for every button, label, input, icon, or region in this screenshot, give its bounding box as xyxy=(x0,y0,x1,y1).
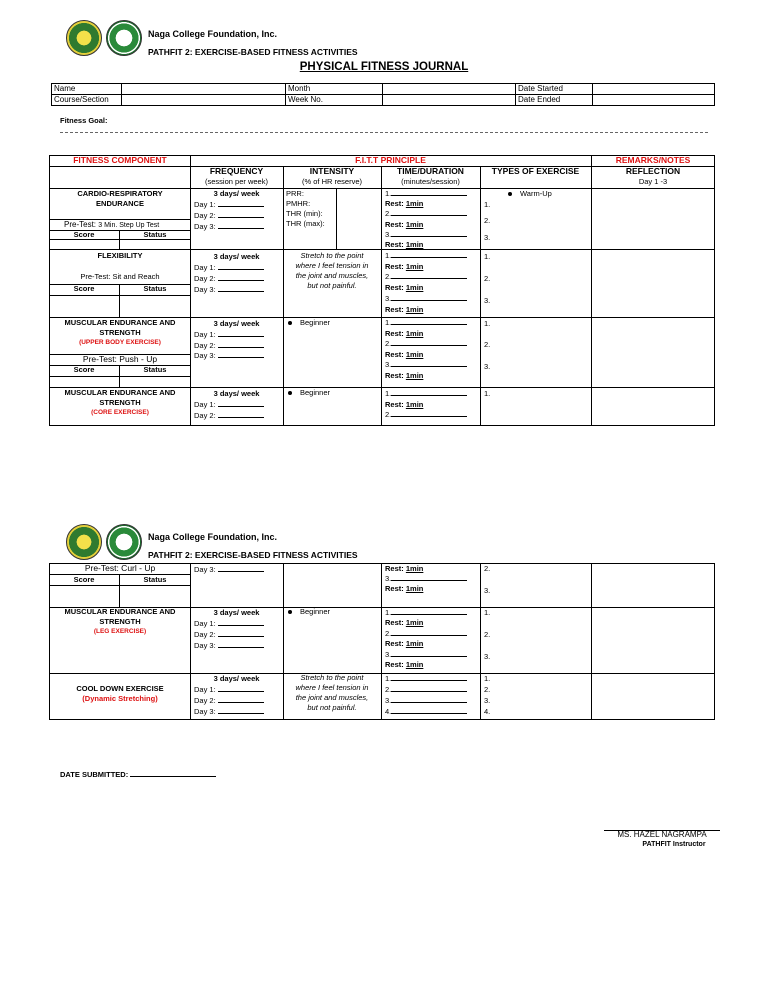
date-ended-field[interactable] xyxy=(593,95,715,106)
time-n3: 3. xyxy=(385,574,392,583)
institution-name: Naga College Foundation, Inc. xyxy=(148,29,278,39)
leg-name: MUSCULAR ENDURANCE AND xyxy=(64,607,176,616)
rest-value: 1min xyxy=(405,371,424,380)
cardio-pretest-label: Pre-Test: xyxy=(64,220,97,229)
time-field[interactable] xyxy=(391,574,467,581)
time-n1: 1. xyxy=(385,318,392,327)
day1-label: Day 1: xyxy=(194,685,216,694)
rest-label: Rest: xyxy=(385,564,404,573)
time-field[interactable] xyxy=(391,318,467,325)
status-label: Status xyxy=(143,575,167,584)
day2-field[interactable] xyxy=(218,211,264,218)
time-n2: 2. xyxy=(385,209,392,218)
time-field[interactable] xyxy=(391,251,467,258)
day1-field[interactable] xyxy=(218,619,264,626)
rest-value: 1min xyxy=(405,660,424,669)
stretch-note: Stretch to the point xyxy=(300,251,364,260)
day3-field[interactable] xyxy=(218,285,264,292)
rest-value: 1min xyxy=(405,584,424,593)
upper-sub: (UPPER BODY EXERCISE) xyxy=(79,339,161,346)
time-n3: 3. xyxy=(385,696,392,705)
stretch-note: the joint and muscles, xyxy=(295,693,369,702)
school-seal-logo xyxy=(66,524,102,560)
core-sub: (CORE EXERCISE) xyxy=(91,409,149,416)
time-n4: 4. xyxy=(385,707,392,716)
fitness-goal-line[interactable] xyxy=(60,132,708,133)
rest-label: Rest: xyxy=(385,329,404,338)
frequency-value: 3 days/ week xyxy=(213,319,260,328)
rest-value: 1min xyxy=(405,262,424,271)
day2-field[interactable] xyxy=(218,274,264,281)
pmhr-label: PMHR: xyxy=(286,199,311,208)
time-field[interactable] xyxy=(391,189,467,196)
frequency-value: 3 days/ week xyxy=(213,674,260,683)
col-types: TYPES OF EXERCISE xyxy=(491,166,580,176)
time-field[interactable] xyxy=(391,650,467,657)
time-n3: 3. xyxy=(385,230,392,239)
type-n1: 1. xyxy=(484,608,491,617)
time-n2: 2. xyxy=(385,685,392,694)
type-n1: 1. xyxy=(484,252,491,261)
score-label: Score xyxy=(73,230,95,239)
rest-label: Rest: xyxy=(385,240,404,249)
type-n2: 2. xyxy=(484,564,491,573)
day3-label: Day 3: xyxy=(194,351,216,360)
department-seal-logo xyxy=(106,20,142,56)
col-remarks: REMARKS/NOTES xyxy=(615,155,691,165)
type-n3: 3. xyxy=(484,696,491,705)
time-n3: 3. xyxy=(385,294,392,303)
page-title: PHYSICAL FITNESS JOURNAL xyxy=(299,61,469,73)
school-seal-logo xyxy=(66,20,102,56)
time-field[interactable] xyxy=(391,389,467,396)
upper-name2: STRENGTH xyxy=(99,328,141,337)
warmup-label: Warm-Up xyxy=(520,189,552,198)
time-n3: 3. xyxy=(385,650,392,659)
day1-field[interactable] xyxy=(218,263,264,270)
rest-value: 1min xyxy=(405,240,424,249)
type-n2: 2. xyxy=(484,685,491,694)
col-reflection: REFLECTION xyxy=(625,166,681,176)
col-reflection-sub: Day 1 -3 xyxy=(638,177,668,186)
time-field[interactable] xyxy=(391,674,467,681)
day2-label: Day 2: xyxy=(194,411,216,420)
upper-pretest: Pre-Test: Push - Up xyxy=(82,354,158,364)
col-fitness-component: FITNESS COMPONENT xyxy=(73,155,167,165)
month-label: Month xyxy=(286,84,383,95)
day1-field[interactable] xyxy=(218,200,264,207)
type-n2: 2. xyxy=(484,216,491,225)
rest-value: 1min xyxy=(405,618,424,627)
type-n4: 4. xyxy=(484,707,491,716)
rest-label: Rest: xyxy=(385,350,404,359)
rest-value: 1min xyxy=(405,305,424,314)
rest-value: 1min xyxy=(405,199,424,208)
rest-label: Rest: xyxy=(385,618,404,627)
type-n1: 1. xyxy=(484,389,491,398)
col-intensity: INTENSITY xyxy=(309,166,355,176)
day3-label: Day 3: xyxy=(194,707,216,716)
rest-label: Rest: xyxy=(385,660,404,669)
rest-value: 1min xyxy=(405,400,424,409)
core-name2: STRENGTH xyxy=(99,398,141,407)
day3-field[interactable] xyxy=(218,641,264,648)
time-field[interactable] xyxy=(391,209,467,216)
stretch-note: the joint and muscles, xyxy=(295,271,369,280)
time-field[interactable] xyxy=(391,360,467,367)
day1-field[interactable] xyxy=(218,330,264,337)
status-label: Status xyxy=(143,284,167,293)
rest-label: Rest: xyxy=(385,305,404,314)
week-no-field[interactable] xyxy=(383,95,516,106)
time-field[interactable] xyxy=(391,294,467,301)
rest-label: Rest: xyxy=(385,639,404,648)
type-n3: 3. xyxy=(484,586,491,595)
beginner-label: Beginner xyxy=(300,318,331,327)
day2-field[interactable] xyxy=(218,341,264,348)
day3-field[interactable] xyxy=(218,351,264,358)
course-section-field[interactable] xyxy=(122,95,286,106)
day3-field[interactable] xyxy=(218,565,264,572)
time-n1: 1. xyxy=(385,189,392,198)
day3-label: Day 3: xyxy=(194,222,216,231)
flex-name: FLEXIBILITY xyxy=(97,251,143,260)
bullet-icon xyxy=(288,321,292,325)
stretch-note: but not painful. xyxy=(307,703,357,712)
beginner-label: Beginner xyxy=(300,388,331,397)
rest-label: Rest: xyxy=(385,199,404,208)
rest-value: 1min xyxy=(405,350,424,359)
status-label: Status xyxy=(143,365,167,374)
course-section-label: Course/Section xyxy=(52,95,122,106)
prr-label: PRR: xyxy=(286,189,304,198)
thr-min-label: THR (min): xyxy=(286,209,323,218)
time-n1: 1. xyxy=(385,674,392,683)
thr-max-label: THR (max): xyxy=(286,219,325,228)
type-n3: 3. xyxy=(484,652,491,661)
stretch-note: but not painful. xyxy=(307,281,357,290)
col-time-sub: (minutes/session) xyxy=(401,177,460,186)
department-seal-logo xyxy=(106,524,142,560)
day2-field[interactable] xyxy=(218,411,264,418)
name-field[interactable] xyxy=(122,84,286,95)
time-n2: 2. xyxy=(385,410,392,419)
time-n1: 1. xyxy=(385,389,392,398)
course-name: PATHFIT 2: EXERCISE-BASED FITNESS ACTIVITIES xyxy=(148,47,358,57)
col-fitt-principle: F.I.T.T PRINCIPLE xyxy=(355,155,426,165)
day1-label: Day 1: xyxy=(194,400,216,409)
day1-label: Day 1: xyxy=(194,619,216,628)
day2-field[interactable] xyxy=(218,630,264,637)
frequency-value: 3 days/ week xyxy=(213,252,260,261)
day1-label: Day 1: xyxy=(194,200,216,209)
day2-label: Day 2: xyxy=(194,696,216,705)
score-label: Score xyxy=(73,365,95,374)
time-field[interactable] xyxy=(391,608,467,615)
time-n1: 1. xyxy=(385,251,392,260)
col-intensity-sub: (% of HR reserve) xyxy=(301,177,362,186)
beginner-label: Beginner xyxy=(300,607,331,616)
day3-field[interactable] xyxy=(218,222,264,229)
score-label: Score xyxy=(73,575,95,584)
bullet-icon xyxy=(288,391,292,395)
instructor-name: MS. HAZEL NAGRAMPA xyxy=(617,830,707,839)
rest-label: Rest: xyxy=(385,371,404,380)
rest-value: 1min xyxy=(405,639,424,648)
rest-value: 1min xyxy=(405,329,424,338)
time-field[interactable] xyxy=(391,707,467,714)
time-field[interactable] xyxy=(391,230,467,237)
day2-field[interactable] xyxy=(218,696,264,703)
day1-label: Day 1: xyxy=(194,263,216,272)
time-n3: 3. xyxy=(385,360,392,369)
frequency-value: 3 days/ week xyxy=(213,389,260,398)
time-field[interactable] xyxy=(391,410,467,417)
type-n1: 1. xyxy=(484,200,491,209)
time-n2: 2. xyxy=(385,629,392,638)
upper-name: MUSCULAR ENDURANCE AND xyxy=(64,318,176,327)
col-time: TIME/DURATION xyxy=(397,166,464,176)
col-frequency: FREQUENCY xyxy=(209,166,264,176)
day3-label: Day 3: xyxy=(194,565,216,574)
col-frequency-sub: (session per week) xyxy=(205,177,268,186)
date-submitted-label: DATE SUBMITTED: xyxy=(60,770,129,779)
time-n1: 1. xyxy=(385,608,392,617)
time-field[interactable] xyxy=(391,339,467,346)
day1-label: Day 1: xyxy=(194,330,216,339)
type-n2: 2. xyxy=(484,274,491,283)
day2-label: Day 2: xyxy=(194,341,216,350)
fitness-goal-label: Fitness Goal: xyxy=(60,116,108,125)
type-n2: 2. xyxy=(484,630,491,639)
time-field[interactable] xyxy=(391,629,467,636)
score-label: Score xyxy=(73,284,95,293)
day2-label: Day 2: xyxy=(194,211,216,220)
institution-name: Naga College Foundation, Inc. xyxy=(148,532,278,542)
time-field[interactable] xyxy=(391,696,467,703)
frequency-value: 3 days/ week xyxy=(213,608,260,617)
course-name: PATHFIT 2: EXERCISE-BASED FITNESS ACTIVITIES xyxy=(148,550,358,560)
rest-value: 1min xyxy=(405,220,424,229)
day2-label: Day 2: xyxy=(194,274,216,283)
time-n2: 2. xyxy=(385,339,392,348)
time-n2: 2. xyxy=(385,272,392,281)
month-field[interactable] xyxy=(383,84,516,95)
week-no-label: Week No. xyxy=(286,95,383,106)
day1-field[interactable] xyxy=(218,400,264,407)
rest-label: Rest: xyxy=(385,283,404,292)
status-label: Status xyxy=(143,230,167,239)
time-field[interactable] xyxy=(391,272,467,279)
rest-label: Rest: xyxy=(385,262,404,271)
core-pretest: Pre-Test: Curl - Up xyxy=(84,563,156,573)
rest-label: Rest: xyxy=(385,400,404,409)
bullet-icon xyxy=(288,610,292,614)
leg-sub: (LEG EXERCISE) xyxy=(93,628,147,635)
instructor-role: PATHFIT Instructor xyxy=(642,841,706,848)
bullet-icon xyxy=(508,192,512,196)
flex-pretest: Pre-Test: Sit and Reach xyxy=(80,272,160,281)
day3-field[interactable] xyxy=(218,707,264,714)
rest-value: 1min xyxy=(405,564,424,573)
day1-field[interactable] xyxy=(218,685,264,692)
day3-label: Day 3: xyxy=(194,641,216,650)
student-info-table xyxy=(51,83,715,106)
stretch-note: where I feel tension in xyxy=(295,683,369,692)
type-n1: 1. xyxy=(484,319,491,328)
date-submitted-field[interactable] xyxy=(130,770,216,777)
rest-value: 1min xyxy=(405,283,424,292)
cardio-pretest-value: 3 Min. Step Up Test xyxy=(98,222,160,229)
cardio-name2: ENDURANCE xyxy=(96,199,144,208)
rest-label: Rest: xyxy=(385,584,404,593)
frequency-value: 3 days/ week xyxy=(213,189,260,198)
date-started-field[interactable] xyxy=(593,84,715,95)
date-started-label: Date Started xyxy=(516,84,593,95)
cooldown-name: COOL DOWN EXERCISE xyxy=(76,684,164,693)
date-ended-label: Date Ended xyxy=(516,95,593,106)
stretch-note: where I feel tension in xyxy=(295,261,369,270)
day2-label: Day 2: xyxy=(194,630,216,639)
type-n2: 2. xyxy=(484,340,491,349)
type-n3: 3. xyxy=(484,362,491,371)
type-n3: 3. xyxy=(484,296,491,305)
cardio-name: CARDIO-RESPIRATORY xyxy=(77,189,163,198)
time-field[interactable] xyxy=(391,685,467,692)
type-n3: 3. xyxy=(484,233,491,242)
core-name: MUSCULAR ENDURANCE AND xyxy=(64,388,176,397)
cooldown-sub: (Dynamic Stretching) xyxy=(82,694,158,703)
type-n1: 1. xyxy=(484,674,491,683)
rest-label: Rest: xyxy=(385,220,404,229)
leg-name2: STRENGTH xyxy=(99,617,141,626)
stretch-note: Stretch to the point xyxy=(300,673,364,682)
name-label: Name xyxy=(52,84,122,95)
day3-label: Day 3: xyxy=(194,285,216,294)
